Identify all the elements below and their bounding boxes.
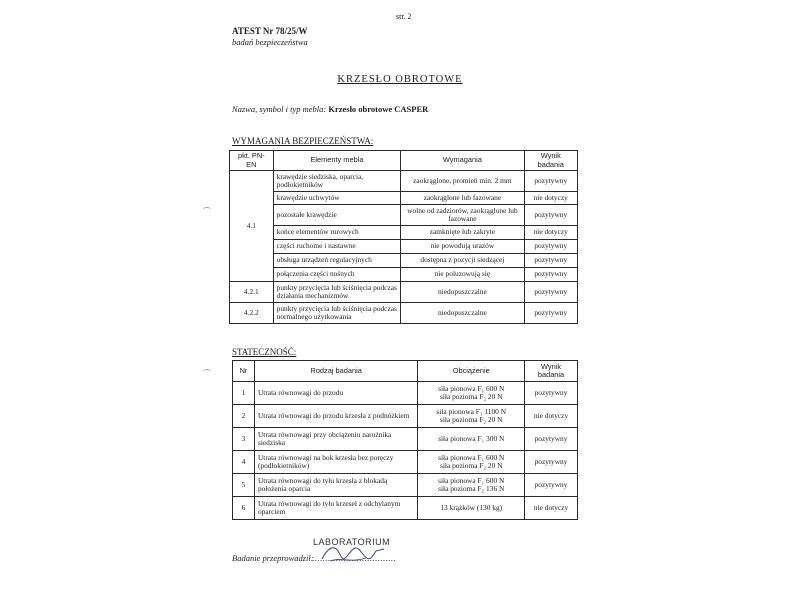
load-line: siła pozioma F₂ 20 N bbox=[439, 415, 503, 424]
table-row bbox=[233, 497, 578, 520]
page-number: str. 2 bbox=[396, 12, 412, 21]
test-cell: Utrata równowagi przy obciążeniu narożnika siedziska bbox=[254, 428, 417, 451]
load-line: siła pozioma F₂ 20 N bbox=[439, 461, 503, 470]
requirement-cell: zaokrąglone, promień min. 2 mm bbox=[401, 171, 524, 192]
load-line: 13 krążków (130 kg) bbox=[440, 502, 503, 512]
element-cell: połączenia części nośnych bbox=[273, 268, 401, 282]
element-cell: punkty przycięcia lub ściśnięcia podczas normalnego użytkowania bbox=[273, 303, 401, 324]
element-cell: końce elementów rurowych bbox=[273, 226, 401, 240]
element-cell: pozostałe krawędzie bbox=[273, 205, 401, 226]
header-cell: Elementy mebla bbox=[273, 151, 401, 171]
certificate-number: ATEST Nr 78/25/W bbox=[232, 26, 308, 36]
safety-requirements-table bbox=[229, 150, 578, 324]
stability-heading: STATECZNOŚĆ: bbox=[232, 347, 297, 357]
result-cell: nie dotyczy bbox=[524, 192, 577, 205]
load-line: siła pozioma F₂ 136 N bbox=[438, 484, 505, 493]
table-row bbox=[230, 303, 578, 324]
test-cell: Utrata równowagi do przodu krzesła z podnóżkiem bbox=[254, 405, 417, 428]
table-header-row bbox=[230, 151, 578, 171]
test-cell: Utrata równowagi do tyłu krzeseł z odchylanym oparciem bbox=[254, 497, 417, 520]
safety-heading: WYMAGANIA BEZPIECZEŃSTWA: bbox=[232, 136, 374, 146]
header-cell: pkt. PN-EN bbox=[230, 151, 274, 171]
test-cell: Utrata równowagi na bok krzesła bez poręczy (podłokietników) bbox=[254, 451, 417, 474]
result-cell: pozytywny bbox=[524, 205, 577, 226]
load-cell bbox=[418, 451, 525, 474]
certificate-subtitle: badań bezpieczeństwa bbox=[232, 37, 308, 47]
result-cell: pozytywny bbox=[524, 268, 577, 282]
result-cell: nie dotyczy bbox=[524, 226, 577, 240]
requirement-cell: nie powodują urazów bbox=[401, 240, 524, 254]
result-cell: pozytywny bbox=[524, 240, 577, 254]
load-line: siła pionowa F₁ 600 N bbox=[438, 383, 505, 393]
result-cell: nie dotyczy bbox=[525, 497, 578, 520]
pkt-cell: 4.2.2 bbox=[230, 303, 274, 324]
element-cell: punkty przycięcia lub ściśnięcia podczas działania mechanizmów bbox=[273, 282, 401, 303]
nr-cell: 3 bbox=[233, 428, 255, 451]
table-row bbox=[230, 226, 578, 240]
table-row bbox=[230, 254, 578, 268]
load-line: siła pionowa F₁ 600 N bbox=[438, 452, 505, 462]
pkt-cell: 4.2.1 bbox=[230, 282, 274, 303]
header-cell: Obciążenie bbox=[418, 361, 525, 382]
result-cell: pozytywny bbox=[524, 303, 577, 324]
table-row bbox=[230, 205, 578, 226]
punch-hole-mark bbox=[203, 369, 211, 375]
table-row bbox=[233, 382, 578, 405]
pkt-cell: 4.1 bbox=[230, 171, 274, 282]
table-row bbox=[230, 171, 578, 192]
result-cell: nie dotyczy bbox=[525, 405, 578, 428]
load-line: siła pozioma F₂ 20 N bbox=[439, 392, 503, 401]
header-cell: Wynik badania bbox=[525, 361, 578, 382]
element-cell: krawędzie uchwytów bbox=[273, 192, 401, 205]
nr-cell: 2 bbox=[233, 405, 255, 428]
header-cell: Wynik badania bbox=[524, 151, 577, 171]
requirement-cell: zamknięte lub zakryte bbox=[401, 226, 524, 240]
requirement-cell: niedopuszczalne bbox=[401, 303, 524, 324]
product-name: Krzesło obrotowe CASPER bbox=[328, 104, 429, 114]
test-cell: Utrata równowagi do tyłu krzesła z blokadą położenia oparcia bbox=[254, 474, 417, 497]
requirement-cell: nie poluzowują się bbox=[401, 268, 524, 282]
element-cell: obsługa urządzeń regulacyjnych bbox=[273, 254, 401, 268]
signed-by-label: Badanie przeprowadził: bbox=[232, 553, 314, 563]
result-cell: pozytywny bbox=[524, 171, 577, 192]
load-cell bbox=[418, 405, 525, 428]
product-label: Nazwa, symbol i typ mebla: bbox=[232, 104, 327, 114]
nr-cell: 5 bbox=[233, 474, 255, 497]
result-cell: pozytywny bbox=[525, 451, 578, 474]
stability-table bbox=[232, 360, 578, 520]
load-line: siła pionowa F₁ 600 N bbox=[438, 475, 505, 485]
element-cell: części ruchome i nastawne bbox=[273, 240, 401, 254]
test-cell: Utrata równowagi do przodu bbox=[254, 382, 417, 405]
table-row bbox=[233, 428, 578, 451]
table-row bbox=[230, 268, 578, 282]
nr-cell: 1 bbox=[233, 382, 255, 405]
header-cell: Wymagania bbox=[401, 151, 524, 171]
load-cell bbox=[418, 382, 525, 405]
requirement-cell: zaokrąglone lub fazowane bbox=[401, 192, 524, 205]
nr-cell: 4 bbox=[233, 451, 255, 474]
laboratory-stamp: LABORATORIUM bbox=[313, 537, 391, 547]
table-header-row bbox=[233, 361, 578, 382]
result-cell: pozytywny bbox=[525, 382, 578, 405]
load-cell bbox=[418, 428, 525, 451]
load-cell bbox=[418, 497, 525, 520]
load-cell bbox=[418, 474, 525, 497]
requirement-cell: wolne od zadziorów, zaokrąglone lub fazowane bbox=[401, 205, 524, 226]
load-line: siła pionowa F₁ 300 N bbox=[438, 433, 505, 443]
header-cell: Rodzaj badania bbox=[254, 361, 417, 382]
signature-line: ................................ bbox=[312, 553, 396, 563]
table-row bbox=[233, 474, 578, 497]
table-row bbox=[230, 240, 578, 254]
handwritten-signature bbox=[318, 541, 388, 567]
table-row bbox=[233, 451, 578, 474]
element-cell: krawędzie siedziska, oparcia, podłokietników bbox=[273, 171, 401, 192]
table-row bbox=[230, 282, 578, 303]
result-cell: pozytywny bbox=[524, 282, 577, 303]
load-line: siła pionowa F₁ 1100 N bbox=[436, 406, 507, 416]
nr-cell: 6 bbox=[233, 497, 255, 520]
requirement-cell: niedopuszczalne bbox=[401, 282, 524, 303]
header-cell: Nr bbox=[233, 361, 255, 382]
table-row bbox=[233, 405, 578, 428]
product-line bbox=[232, 104, 428, 114]
result-cell: pozytywny bbox=[524, 254, 577, 268]
punch-hole-mark bbox=[203, 207, 211, 213]
result-cell: pozytywny bbox=[525, 474, 578, 497]
table-row bbox=[230, 192, 578, 205]
result-cell: pozytywny bbox=[525, 428, 578, 451]
document-title: KRZESŁO OBROTOWE bbox=[337, 74, 463, 85]
requirement-cell: dostępna z pozycji siedzącej bbox=[401, 254, 524, 268]
